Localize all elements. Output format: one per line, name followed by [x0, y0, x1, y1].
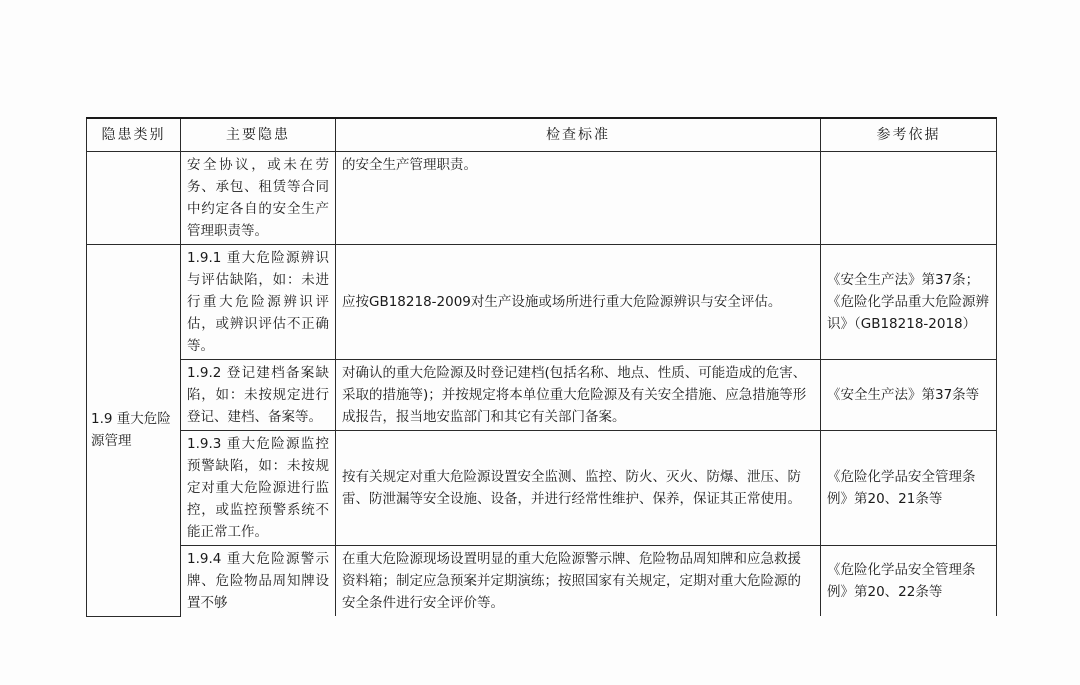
header-category: 隐患类别	[87, 118, 181, 152]
category-cell: 1.9 重大危险源管理	[87, 245, 181, 617]
hazard-cell: 1.9.1 重大危险源辨识与评估缺陷，如：未进行重大危险源辨识评估，或辨识评估不正确等。	[181, 245, 336, 360]
hazard-inspection-table	[86, 117, 997, 617]
reference-cell	[821, 152, 997, 245]
category-cell	[87, 152, 181, 245]
hazard-cell: 安全协议，或未在劳务、承包、租赁等合同中约定各自的安全生产管理职责等。	[181, 152, 336, 245]
header-inspection-standard: 检查标准	[336, 118, 821, 152]
table-row	[87, 431, 997, 546]
header-main-hazard: 主要隐患	[181, 118, 336, 152]
standard-cell: 在重大危险源现场设置明显的重大危险源警示牌、危险物品周知牌和应急救援资料箱；制定应急预案并定期演练；按照国家有关规定，定期对重大危险源的安全条件进行安全评价等。	[336, 546, 821, 617]
table-header	[87, 118, 997, 152]
standard-cell: 的安全生产管理职责。	[336, 152, 821, 245]
standard-cell: 按有关规定对重大危险源设置安全监测、监控、防火、灭火、防爆、泄压、防雷、防泄漏等安全设施、设备，并进行经常性维护、保养，保证其正常使用。	[336, 431, 821, 546]
hazard-cell: 1.9.2 登记建档备案缺陷，如：未按规定进行登记、建档、备案等。	[181, 360, 336, 431]
standard-cell: 应按GB18218-2009对生产设施或场所进行重大危险源辨识与安全评估。	[336, 245, 821, 360]
hazard-cell: 1.9.4 重大危险源警示牌、危险物品周知牌设置不够	[181, 546, 336, 617]
reference-cell: 《安全生产法》第37条等	[821, 360, 997, 431]
table-row	[87, 546, 997, 617]
standard-cell: 对确认的重大危险源及时登记建档(包括名称、地点、性质、可能造成的危害、采取的措施等)；并按规定将本单位重大危险源及有关安全措施、应急措施等形成报告，报当地安监部门和其它有关部门备案。	[336, 360, 821, 431]
reference-cell: 《危险化学品安全管理条例》第20、22条等	[821, 546, 997, 617]
table-row	[87, 245, 997, 360]
header-reference-basis: 参考依据	[821, 118, 997, 152]
table-row	[87, 360, 997, 431]
reference-cell: 《安全生产法》第37条；《危险化学品重大危险源辨识》（GB18218-2018）	[821, 245, 997, 360]
hazard-cell: 1.9.3 重大危险源监控预警缺陷，如：未按规定对重大危险源进行监控，或监控预警系统不能正常工作。	[181, 431, 336, 546]
reference-cell: 《危险化学品安全管理条例》第20、21条等	[821, 431, 997, 546]
table-row	[87, 152, 997, 245]
